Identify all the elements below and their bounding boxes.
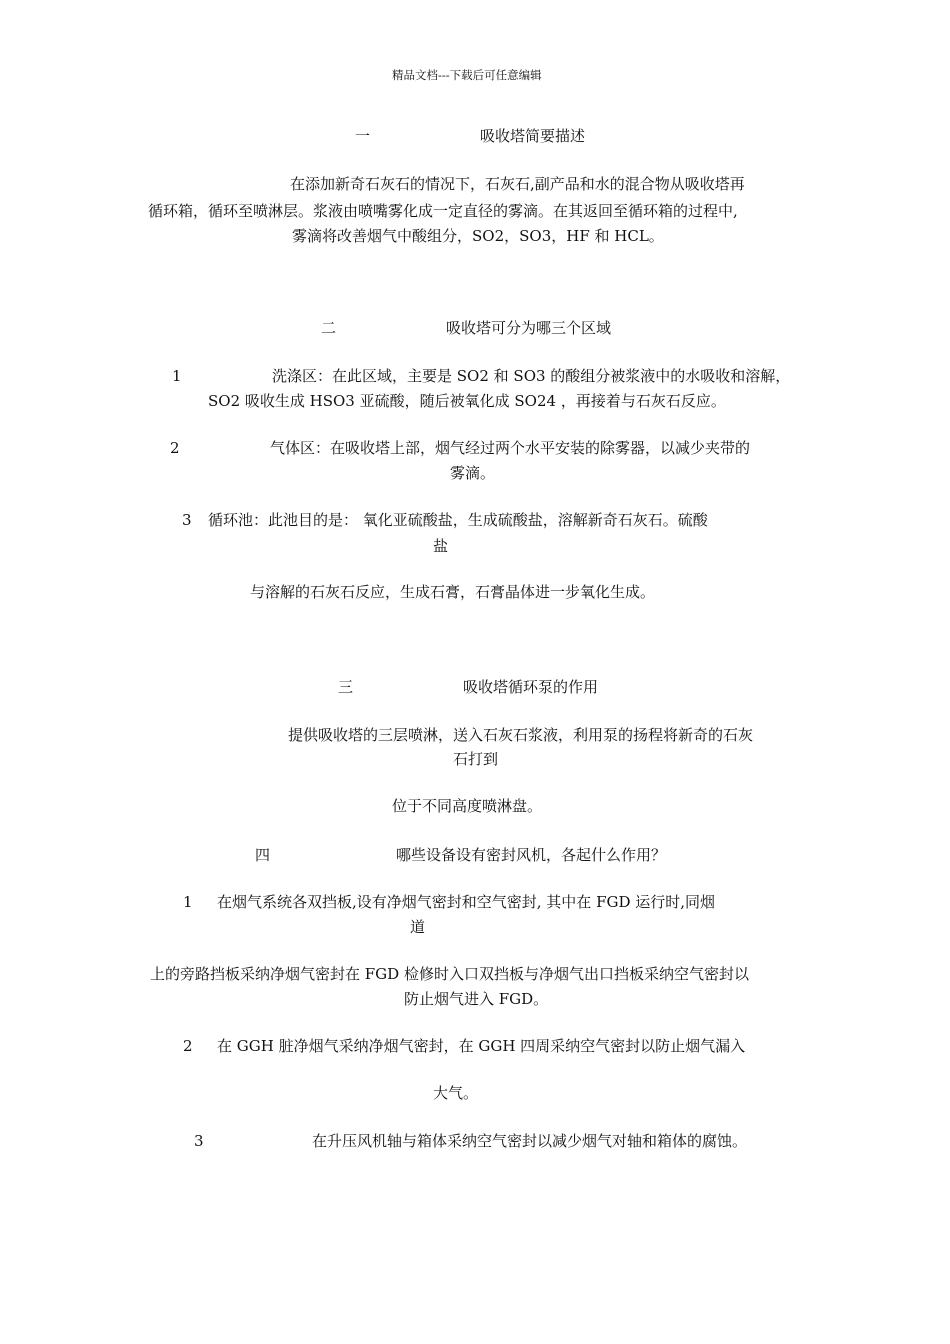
- section-2-item-3-line: 循环池：此池目的是： 氧化亚硫酸盐，生成硫酸盐，溶解新奇石灰石。硫酸: [208, 511, 708, 529]
- section-4-item-1-line: 在烟气系统各双挡板,设有净烟气密封和空气密封, 其中在 FGD 运行时,同烟: [217, 893, 716, 911]
- section-1-title: 吸收塔简要描述: [480, 127, 586, 145]
- section-1-text-line: 循环箱，循环至喷淋层。浆液由喷嘴雾化成一定直径的雾滴。在其返回至循环箱的过程中,: [148, 202, 738, 220]
- section-2-item-2-line: 气体区：在吸收塔上部，烟气经过两个水平安装的除雾器，以减少夹带的: [270, 439, 751, 457]
- section-2-item-1-number: 1: [172, 367, 182, 385]
- section-4-title: 哪些设备设有密封风机，各起什么作用？: [396, 846, 667, 864]
- section-4-item-2-number: 2: [183, 1037, 193, 1055]
- section-4-item-3-line: 在升压风机轴与箱体采纳空气密封以减少烟气对轴和箱体的腐蚀。: [312, 1132, 748, 1150]
- section-3-number: 三: [338, 678, 354, 696]
- section-4-item-2-line: 在 GGH 脏净烟气采纳净烟气密封，在 GGH 四周采纳空气密封以防止烟气漏入: [217, 1037, 746, 1055]
- section-2-item-2-line: 雾滴。: [450, 464, 496, 482]
- section-4-item-1-line: 道: [410, 918, 426, 936]
- section-4-item-1-number: 1: [183, 893, 193, 911]
- section-4-number: 四: [255, 846, 271, 864]
- section-2-title: 吸收塔可分为哪三个区域: [446, 319, 612, 337]
- section-3-text-line: 位于不同高度喷淋盘。: [392, 797, 543, 815]
- section-4-item-3-number: 3: [194, 1132, 204, 1150]
- section-2-item-1-line: 洗涤区：在此区域，主要是 SO2 和 SO3 的酸组分被浆液中的水吸收和溶解，: [272, 367, 791, 385]
- page-header: 精品文档---下载后可任意编辑: [392, 68, 542, 82]
- section-1-text-line: 雾滴将改善烟气中酸组分，SO2，SO3，HF 和 HCL。: [292, 227, 664, 245]
- section-3-title: 吸收塔循环泵的作用: [463, 678, 599, 696]
- section-3-text-line: 提供吸收塔的三层喷淋，送入石灰石浆液，利用泵的扬程将新奇的石灰: [288, 726, 754, 744]
- section-3-text-line: 石打到: [453, 750, 499, 768]
- section-2-number: 二: [321, 319, 337, 337]
- section-2-item-3-number: 3: [182, 511, 192, 529]
- section-4-item-1-line: 防止烟气进入 FGD。: [404, 990, 549, 1008]
- section-1-number: 一: [355, 127, 371, 145]
- section-1-text-line: 在添加新奇石灰石的情况下，石灰石,副产品和水的混合物从吸收塔再: [290, 175, 745, 193]
- section-4-item-2-line: 大气。: [433, 1084, 479, 1102]
- section-4-item-1-line: 上的旁路挡板采纳净烟气密封在 FGD 检修时入口双挡板与净烟气出口挡板采纳空气密封以: [150, 965, 749, 983]
- section-2-item-3-line: 与溶解的石灰石反应，生成石膏，石膏晶体进一步氧化生成。: [250, 583, 656, 601]
- section-2-item-2-number: 2: [170, 439, 180, 457]
- section-2-item-1-line: SO2 吸收生成 HSO3 亚硫酸，随后被氧化成 SO24 ，再接着与石灰石反应。: [208, 392, 726, 410]
- section-2-item-3-line: 盐: [433, 537, 449, 555]
